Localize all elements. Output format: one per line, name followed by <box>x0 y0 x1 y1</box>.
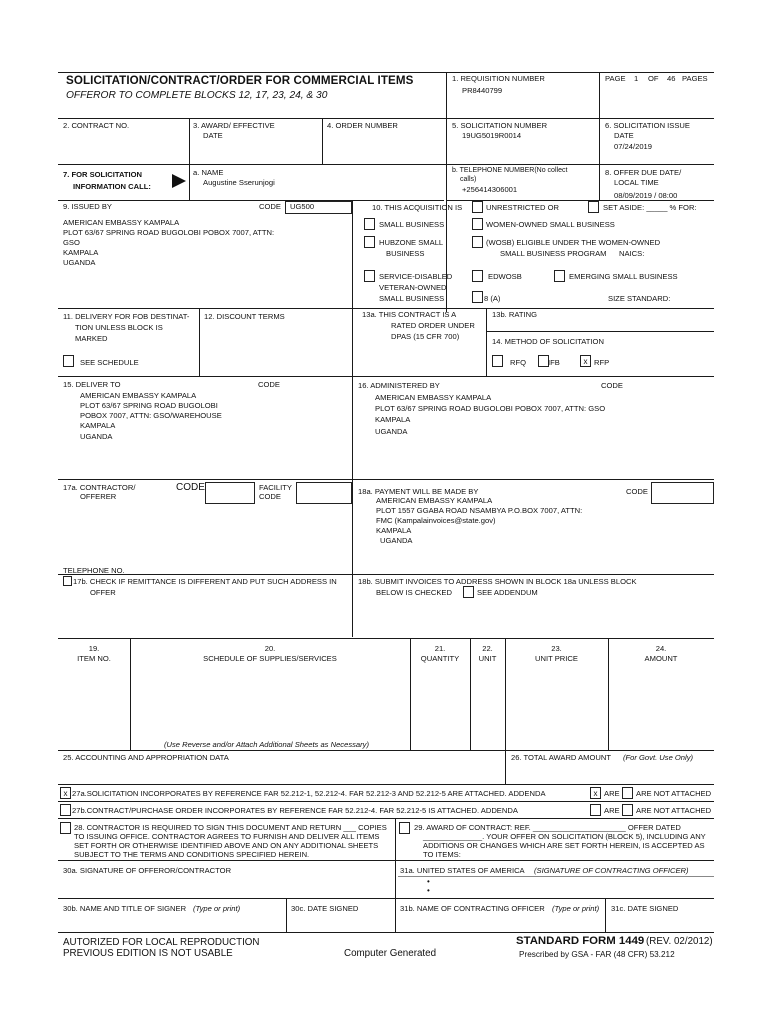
payment-line: FMC (Kampalainvoices@state.gov) <box>376 516 496 525</box>
rule <box>58 200 444 201</box>
contractor-sign-text: TO ISSUING OFFICE. CONTRACTOR AGREES TO FURNISH AND DELIVER ALL ITEMS <box>74 832 380 841</box>
signer-name-note: (Type or print) <box>193 904 241 913</box>
issued-by-line: GSO <box>63 238 80 247</box>
contractor-sign-text: 28. CONTRACTOR IS REQUIRED TO SIGN THIS DOCUMENT AND RETURN ___ COPIES <box>74 823 387 832</box>
method-label: 14. METHOD OF SOLICITATION <box>492 337 604 346</box>
set-aside-label: SET ASIDE: _____ % FOR: <box>603 203 697 212</box>
solicitation-number-value: 19UG5019R0014 <box>462 131 522 140</box>
set-aside-checkbox[interactable] <box>588 201 599 213</box>
co-name-label: 31b. NAME OF CONTRACTING OFFICER <box>400 904 545 913</box>
page-pages: PAGES <box>682 74 708 83</box>
facility-code-label: CODE <box>259 492 281 501</box>
emerging-checkbox[interactable] <box>554 270 565 282</box>
order-number-label: 4. ORDER NUMBER <box>327 121 398 130</box>
supplies-header: SCHEDULE OF SUPPLIES/SERVICES <box>203 654 337 663</box>
incorporates-27a-checkbox[interactable]: x <box>60 787 71 799</box>
info-call-label-2: INFORMATION CALL: <box>73 182 151 191</box>
issued-by-label: 9. ISSUED BY <box>63 202 112 211</box>
issued-by-line: KAMPALA <box>63 248 99 257</box>
rated-order-label-3: DPAS (15 CFR 700) <box>391 332 460 341</box>
wosb-eligible-checkbox[interactable] <box>472 236 483 248</box>
rule <box>58 784 714 785</box>
incorporates-27b-label: 27b.CONTRACT/PURCHASE ORDER INCORPORATES BY REFERENCE FAR 52.212-4. FAR 52.212-5 IS ATTACHED. ADDENDA <box>72 806 518 815</box>
rule <box>58 932 714 933</box>
facility-code-box <box>296 482 352 504</box>
issue-date-label-2: DATE <box>614 131 634 140</box>
quantity-num: 21. <box>434 644 446 653</box>
contractor-sign-text: SET FORTH OR OTHERWISE IDENTIFIED ABOVE AND ON ANY ADDITIONAL SHEETS <box>74 841 379 850</box>
remittance-checkbox[interactable] <box>63 576 72 586</box>
award-checkbox[interactable] <box>399 822 410 834</box>
wosb-checkbox[interactable] <box>472 218 483 230</box>
administered-by-line: AMERICAN EMBASSY KAMPALA <box>375 393 492 402</box>
award-text: 29. AWARD OF CONTRACT: REF. ______________________ OFFER DATED <box>414 823 681 832</box>
rule <box>322 118 323 164</box>
issued-by-code-label: CODE <box>259 202 281 211</box>
issued-by-line: AMERICAN EMBASSY KAMPALA <box>63 218 180 227</box>
unit-num: 22. <box>482 644 493 653</box>
remittance-label-2: OFFER <box>90 588 116 597</box>
rated-order-label-2: RATED ORDER UNDER <box>391 321 475 330</box>
solicitation-number-label: 5. SOLICITATION NUMBER <box>452 121 548 130</box>
payment-label: 18a. PAYMENT WILL BE MADE BY <box>358 487 479 496</box>
rule <box>58 638 714 639</box>
standard-form-rev: (REV. 02/2012) <box>646 936 713 947</box>
rfq-label: RFQ <box>510 358 527 367</box>
fob-label: 11. DELIVERY FOR FOB DESTINAT- <box>63 312 190 321</box>
addenda-27b-are-not-checkbox[interactable] <box>622 804 633 816</box>
wosb-eligible-label: (WOSB) ELIGIBLE UNDER THE WOMEN-OWNED <box>486 238 661 247</box>
payment-code-label: CODE <box>626 487 648 496</box>
payment-line: AMERICAN EMBASSY KAMPALA <box>376 496 493 505</box>
contractor-code-label: CODE <box>176 482 205 493</box>
issued-by-line: UGANDA <box>63 258 96 267</box>
rule <box>58 164 714 165</box>
rfp-label: RFP <box>594 358 610 367</box>
accounting-label: 25. ACCOUNTING AND APPROPRIATION DATA <box>63 753 229 762</box>
see-addendum-checkbox[interactable] <box>463 586 474 598</box>
payment-line: KAMPALA <box>376 526 412 535</box>
see-schedule-checkbox[interactable] <box>63 355 74 367</box>
telephone-label: b. TELEPHONE NUMBER(No collect <box>452 167 568 174</box>
facility-label: FACILITY <box>259 483 292 492</box>
deliver-to-line: POBOX 7007, ATTN: GSO/WAREHOUSE <box>80 411 222 420</box>
award-date-label: 3. AWARD/ EFFECTIVE <box>193 121 275 130</box>
rule <box>599 72 600 200</box>
administered-by-line: UGANDA <box>375 427 408 436</box>
sdvosb-label-3: SMALL BUSINESS <box>379 294 445 303</box>
item-no-num: 19. <box>88 644 100 653</box>
requisition-label: 1. REQUISITION NUMBER <box>452 74 545 83</box>
quantity-header: QUANTITY <box>420 654 460 663</box>
contractor-label-2: OFFERER <box>80 492 117 501</box>
addenda-27a-are-not-label: ARE NOT ATTACHED <box>636 789 712 798</box>
contractor-sign-checkbox[interactable] <box>60 822 71 834</box>
award-text: ______________. YOUR OFFER ON SOLICITATION (BLOCK 5), INCLUDING ANY <box>423 832 706 841</box>
deliver-to-line: PLOT 63/67 SPRING ROAD BUGOLOBI <box>80 401 218 410</box>
incorporates-27b-checkbox[interactable] <box>60 804 71 816</box>
rule <box>58 801 714 802</box>
contractor-label: 17a. CONTRACTOR/ <box>63 483 136 492</box>
telephone-value: +256414306001 <box>462 185 518 194</box>
deliver-to-line: UGANDA <box>80 432 113 441</box>
page-total: 46 <box>667 74 676 83</box>
submit-invoices-label-2: BELOW IS CHECKED <box>376 588 452 597</box>
rule <box>486 331 714 332</box>
rule <box>486 308 487 376</box>
info-call-label: 7. FOR SOLICITATION <box>63 170 143 179</box>
rule <box>58 860 714 861</box>
rfq-checkbox[interactable] <box>492 355 503 367</box>
form-subtitle: OFFEROR TO COMPLETE BLOCKS 12, 17, 23, 24, & 30 <box>66 90 328 101</box>
rule <box>58 479 714 480</box>
naics-label: NAICS: <box>619 249 645 258</box>
deliver-to-label: 15. DELIVER TO <box>63 380 121 389</box>
administered-by-line: KAMPALA <box>375 415 411 424</box>
form-title: SOLICITATION/CONTRACT/ORDER FOR COMMERCIAL ITEMS <box>66 74 414 87</box>
previous-edition-note: PREVIOUS EDITION IS NOT USABLE <box>63 948 233 959</box>
rating-label: 13b. RATING <box>492 310 538 319</box>
co-date-label: 31c. DATE SIGNED <box>611 904 679 913</box>
prescribed-note: Prescribed by GSA - FAR (48 CFR) 53.212 <box>519 950 675 959</box>
supplies-num: 20. <box>264 644 276 653</box>
sdvosb-label-2: VETERAN-OWNED <box>379 283 447 292</box>
unit-price-num: 23. <box>551 644 562 653</box>
contractor-code-box <box>205 482 255 504</box>
page-of: OF <box>648 74 659 83</box>
contract-no-label: 2. CONTRACT NO. <box>63 121 130 130</box>
sdvosb-checkbox[interactable] <box>364 270 375 282</box>
hubzone-checkbox[interactable] <box>364 236 375 248</box>
amount-num: 24. <box>655 644 667 653</box>
unit-price-header: UNIT PRICE <box>535 654 578 663</box>
unrestricted-checkbox[interactable] <box>472 201 483 213</box>
co-name-note: (Type or print) <box>552 904 600 913</box>
signature-line <box>398 876 714 877</box>
rfp-checkbox[interactable]: x <box>580 355 591 367</box>
rule <box>605 898 606 932</box>
size-standard-label: SIZE STANDARD: <box>608 294 671 303</box>
emerging-label: EMERGING SMALL BUSINESS <box>569 272 678 281</box>
hubzone-label: HUBZONE SMALL <box>379 238 444 247</box>
offeror-signature-label: 30a. SIGNATURE OF OFFEROR/CONTRACTOR <box>63 866 232 875</box>
award-text: TO ITEMS: <box>423 850 461 859</box>
signer-name-label: 30b. NAME AND TITLE OF SIGNER <box>63 904 187 913</box>
edwosb-label: EDWOSB <box>488 272 522 281</box>
rule <box>189 164 190 200</box>
acquisition-label: 10. THIS ACQUISITION IS <box>372 203 463 212</box>
administered-by-line: PLOT 63/67 SPRING ROAD BUGOLOBI POBOX 7007, ATTN: GSO <box>375 404 606 413</box>
addenda-27a-are-checkbox[interactable]: x <box>590 787 601 799</box>
page-number: 1 <box>634 74 639 83</box>
small-business-checkbox[interactable] <box>364 218 375 230</box>
remittance-label: 17b. CHECK IF REMITTANCE IS DIFFERENT AND PUT SUCH ADDRESS IN <box>73 577 337 586</box>
unrestricted-label: UNRESTRICTED OR <box>486 203 559 212</box>
reproduction-note: AUTORIZED FOR LOCAL REPRODUCTION <box>63 937 260 948</box>
issued-by-line: PLOT 63/67 SPRING ROAD BUGOLOBI POBOX 7007, ATTN: <box>63 228 275 237</box>
bullet-icon: • <box>427 877 430 886</box>
offer-due-label: 8. OFFER DUE DATE/ <box>605 168 682 177</box>
bullet-icon: • <box>427 886 430 895</box>
computer-generated-note: Computer Generated <box>344 948 437 959</box>
deliver-to-line: KAMPALA <box>80 421 116 430</box>
rule <box>58 574 714 575</box>
offer-due-label-2: LOCAL TIME <box>614 178 659 187</box>
sdvosb-label: SERVICE-DISABLED <box>379 272 453 281</box>
addenda-27a-are-not-checkbox[interactable] <box>622 787 633 799</box>
see-addendum-label: SEE ADDENDUM <box>477 588 538 597</box>
issued-by-code-value: UG500 <box>290 202 315 211</box>
issue-date-label: 6. SOLICITATION ISSUE <box>605 121 690 130</box>
issue-date-value: 07/24/2019 <box>614 142 653 151</box>
wosb-label: WOMEN-OWNED SMALL BUSINESS <box>486 220 615 229</box>
rule <box>58 898 714 899</box>
page-label: PAGE <box>605 74 626 83</box>
rule <box>286 898 287 932</box>
amount-header: AMOUNT <box>644 654 678 663</box>
rule <box>395 818 396 932</box>
rule <box>58 376 714 377</box>
rule <box>58 308 714 309</box>
rule <box>58 118 714 119</box>
fob-label-3: MARKED <box>75 334 108 343</box>
rule <box>58 818 714 819</box>
addenda-27b-are-checkbox[interactable] <box>590 804 601 816</box>
arrow-right-icon <box>172 174 186 188</box>
co-signature-note: (SIGNATURE OF CONTRACTING OFFICER) <box>534 866 689 875</box>
schedule-note: (Use Reverse and/or Attach Additional Sheets as Necessary) <box>164 740 369 749</box>
addenda-27b-are-not-label: ARE NOT ATTACHED <box>636 806 712 815</box>
co-signature-label: 31a. UNITED STATES OF AMERICA <box>400 866 525 875</box>
wosb-eligible-label-2: SMALL BUSINESS PROGRAM <box>500 249 607 258</box>
incorporates-27a-label: 27a.SOLICITATION INCORPORATES BY REFERENCE FAR 52.212-1, 52.212-4. FAR 52.212-3 AND 52.212-5 ARE ATTACHED. ADDENDA <box>72 789 546 798</box>
rule <box>58 750 714 751</box>
offeror-date-label: 30c. DATE SIGNED <box>291 904 359 913</box>
administered-by-code-label: CODE <box>601 381 623 390</box>
award-text: ADDITIONS OR CHANGES WHICH ARE SET FORTH HEREIN, IS ACCEPTED AS <box>423 841 705 850</box>
telephone-no-label: TELEPHONE NO. <box>63 566 125 575</box>
unit-header: UNIT <box>478 654 497 663</box>
rule <box>352 200 353 637</box>
award-date-label-2: DATE <box>203 131 223 140</box>
telephone-label-2: calls) <box>460 176 477 183</box>
submit-invoices-label: 18b. SUBMIT INVOICES TO ADDRESS SHOWN IN BLOCK 18a UNLESS BLOCK <box>358 577 637 586</box>
rule <box>58 72 714 73</box>
payment-code-box <box>651 482 714 504</box>
addenda-27b-are-label: ARE <box>604 806 620 815</box>
fob-label-2: TION UNLESS BLOCK IS <box>75 323 163 332</box>
standard-form-title: STANDARD FORM 1449 <box>516 935 645 947</box>
administered-by-label: 16. ADMINISTERED BY <box>358 381 440 390</box>
deliver-to-code-label: CODE <box>258 380 280 389</box>
hubzone-label-2: BUSINESS <box>386 249 425 258</box>
deliver-to-line: AMERICAN EMBASSY KAMPALA <box>80 391 197 400</box>
item-no-header: ITEM NO. <box>77 654 111 663</box>
payment-line: UGANDA <box>380 536 413 545</box>
edwosb-checkbox[interactable] <box>472 270 483 282</box>
offer-due-value: 08/09/2019 / 08:00 <box>614 191 678 200</box>
total-award-note: (For Govt. Use Only) <box>623 753 694 762</box>
small-business-label: SMALL BUSINESS <box>379 220 445 229</box>
name-value: Augustine Sserunjogi <box>203 178 275 187</box>
rated-order-label: 13a. THIS CONTRACT IS A <box>362 310 457 319</box>
discount-terms-label: 12. DISCOUNT TERMS <box>204 312 285 321</box>
eight-a-label: 8 (A) <box>484 294 501 303</box>
see-schedule-label: SEE SCHEDULE <box>80 358 139 367</box>
rule <box>199 308 200 376</box>
total-award-label: 26. TOTAL AWARD AMOUNT <box>511 753 612 762</box>
ifb-label: IFB <box>548 358 560 367</box>
addenda-27a-are-label: ARE <box>604 789 620 798</box>
eight-a-checkbox[interactable] <box>472 291 483 303</box>
rule <box>189 118 190 164</box>
contractor-sign-text: SUBJECT TO THE TERMS AND CONDITIONS SPECIFIED HEREIN. <box>74 850 310 859</box>
requisition-value: PR8440799 <box>462 86 503 95</box>
name-label: a. NAME <box>193 168 224 177</box>
payment-line: PLOT 1557 GGABA ROAD NSAMBYA P.O.BOX 7007, ATTN: <box>376 506 583 515</box>
